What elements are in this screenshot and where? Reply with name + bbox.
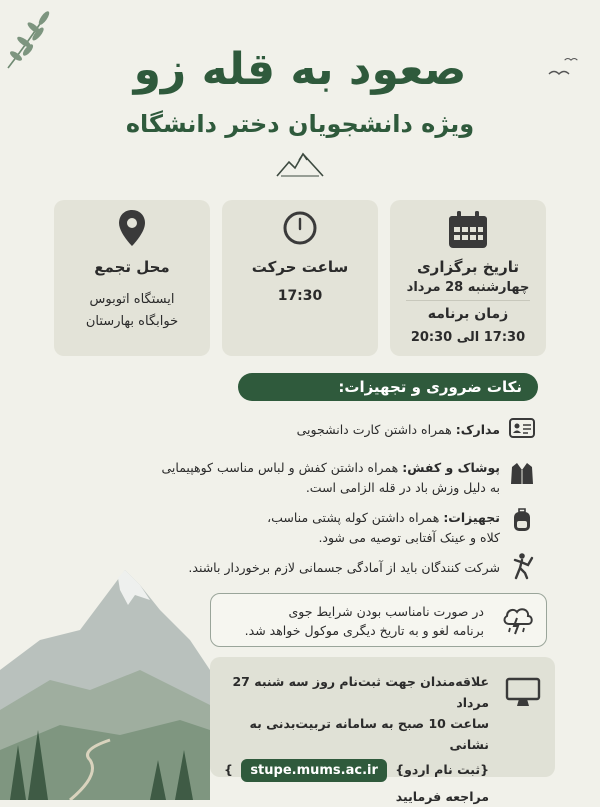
registration-line-4: مراجعه فرمایید	[395, 789, 489, 804]
date-card-value: چهارشنبه 28 مرداد	[406, 280, 530, 295]
note-documents-text: همراه داشتن کارت دانشجویی	[296, 422, 452, 437]
mountain-landscape-illustration	[0, 560, 600, 800]
weather-line-1: در صورت نامناسب بودن شرایط جوی	[288, 604, 484, 619]
calendar-icon	[447, 210, 489, 250]
note-clothing-text-2: به دلیل وزش باد در قله الزامی است.	[305, 480, 500, 495]
registration-close-brace: }	[224, 762, 233, 777]
meeting-place-line-2: خوابگاه بهارستان	[85, 314, 179, 329]
registration-url-link[interactable]: stupe.mums.ac.ir	[241, 759, 387, 782]
registration-line-1: علاقه‌مندان جهت ثبت‌نام روز سه شنبه 27 مرداد	[232, 674, 489, 710]
meeting-place-line-1: ایستگاه اتوبوس	[89, 292, 175, 307]
clock-icon	[282, 210, 318, 246]
note-equipment-text-2: کلاه و عینک آفتابی توصیه می شود.	[318, 530, 500, 545]
schedule-value: 17:30 الی 20:30	[410, 330, 526, 345]
note-clothing-label: پوشاک و کفش:	[402, 460, 500, 475]
divider	[406, 300, 530, 301]
registration-line-2: ساعت 10 صبح به سامانه تربیت‌بدنی به نشانی	[249, 716, 489, 752]
meeting-place-title: محل تجمع	[94, 258, 170, 276]
id-card-icon	[508, 414, 536, 442]
mountain-peak-icon	[275, 150, 325, 178]
note-fitness: شرکت کنندگان باید از آمادگی جسمانی لازم برخوردار باشند.	[188, 560, 500, 575]
section-title-bar: نکات ضروری و تجهیزات:	[238, 373, 538, 401]
departure-time-card	[222, 200, 378, 356]
note-documents-label: مدارک:	[455, 422, 500, 437]
location-pin-icon	[117, 208, 147, 248]
schedule-title: زمان برنامه	[427, 306, 509, 322]
note-equipment	[80, 508, 500, 548]
date-card	[390, 200, 546, 356]
weather-line-2: برنامه لغو و به تاریخ دیگری موکول خواهد شد.	[244, 623, 484, 638]
note-equipment-text-1: همراه داشتن کوله پشتی مناسب،	[267, 510, 440, 525]
poster-title: صعود به قله زو	[133, 44, 467, 95]
backpack-icon	[508, 506, 536, 534]
departure-time-title: ساعت حرکت	[251, 258, 349, 276]
note-documents	[80, 420, 500, 440]
note-clothing-text-1: همراه داشتن کفش و لباس مناسب کوهپیمایی	[161, 460, 399, 475]
note-clothing	[80, 458, 500, 498]
date-card-title: تاریخ برگزاری	[416, 258, 520, 276]
meeting-place-card	[54, 200, 210, 356]
note-equipment-label: تجهیزات:	[443, 510, 500, 525]
poster-subtitle: ویژه دانشجویان دختر دانشگاه	[125, 110, 475, 138]
departure-time-value: 17:30	[277, 288, 323, 304]
jacket-icon	[508, 460, 536, 488]
registration-bracket-text: {ثبت نام اردو}	[395, 762, 489, 777]
